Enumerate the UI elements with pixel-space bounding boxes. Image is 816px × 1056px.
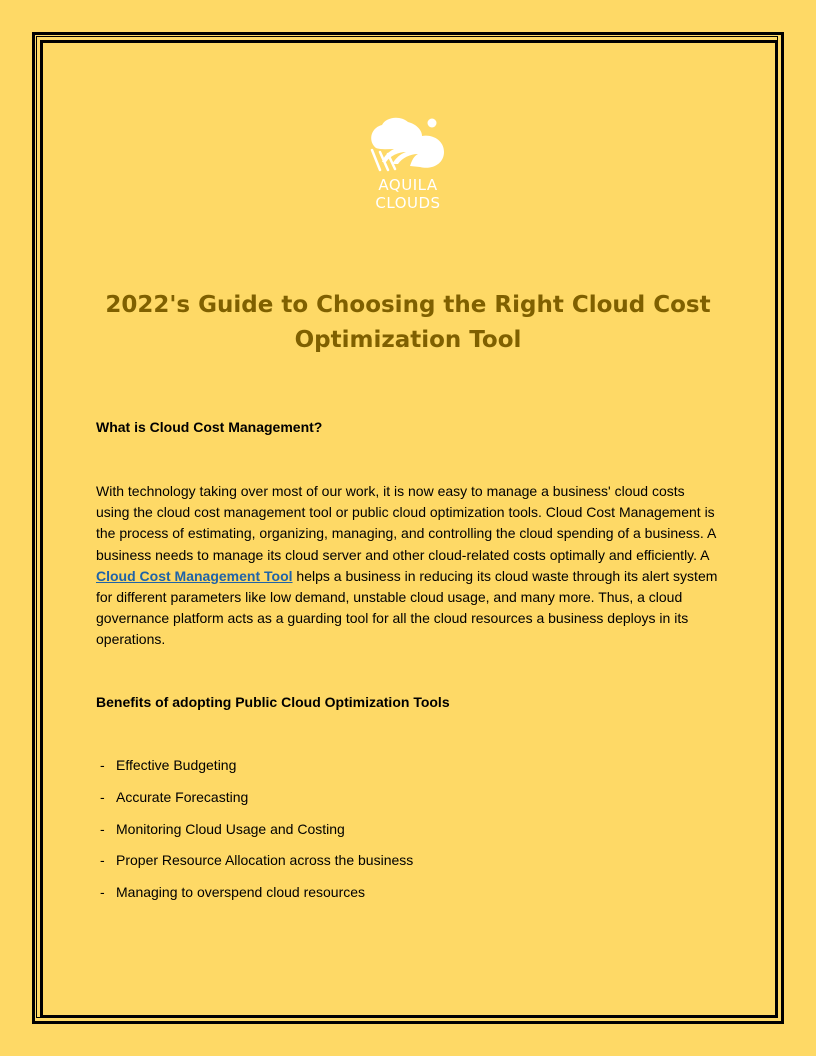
page-title-line-2: Optimization Tool: [294, 327, 522, 353]
aquila-clouds-logo: [362, 112, 454, 212]
eagle-cloud-icon: [362, 112, 454, 174]
paragraph-text-before-link: With technology taking over most of our work, it is now easy to manage a business' cloud costs using the cloud cost management tool or public cloud optimization tools. Cloud Cost Management is the process of estimating, organizing, managing, and controlling the cloud spending of a business. A business needs to manage its cloud server and other cloud-related costs optimally and efficiently. A: [96, 483, 716, 563]
list-item-text: Managing to overspend cloud resources: [116, 884, 366, 901]
cloud-cost-management-tool-link[interactable]: Cloud Cost Management Tool: [96, 567, 293, 584]
section-heading-benefits: Benefits of adopting Public Cloud Optimization Tools: [96, 694, 450, 710]
page-title-line-1: 2022's Guide to Choosing the Right Cloud Cost: [105, 292, 711, 318]
bullet-dash: -: [100, 788, 105, 805]
section-heading-cloud-cost-management: What is Cloud Cost Management?: [96, 419, 323, 435]
logo-text-aquila: AQUILA: [378, 176, 438, 194]
page-title: [96, 288, 720, 358]
list-item: [100, 787, 413, 819]
bullet-dash: -: [100, 884, 105, 901]
bullet-dash: -: [100, 852, 105, 869]
list-item-text: Monitoring Cloud Usage and Costing: [116, 820, 345, 837]
logo-text-clouds: CLOUDS: [375, 194, 441, 212]
list-item: [100, 882, 413, 914]
intro-paragraph: [96, 481, 720, 651]
list-item: [100, 819, 413, 851]
bullet-dash: -: [100, 820, 105, 837]
list-item-text: Accurate Forecasting: [116, 788, 249, 805]
paragraph-text-after-link: helps a business in reducing its cloud waste through its alert system for different parameters like low demand, unstable cloud usage, and many more. Thus, a cloud governance platform acts as a guarding tool for all the cloud resources a business deploys in its operations.: [96, 567, 718, 648]
list-item: [100, 755, 413, 787]
bullet-dash: -: [100, 757, 105, 773]
benefits-list: [100, 755, 413, 914]
list-item-text: Effective Budgeting: [116, 757, 237, 773]
list-item-text: Proper Resource Allocation across the business: [116, 852, 414, 869]
list-item: [100, 850, 413, 882]
